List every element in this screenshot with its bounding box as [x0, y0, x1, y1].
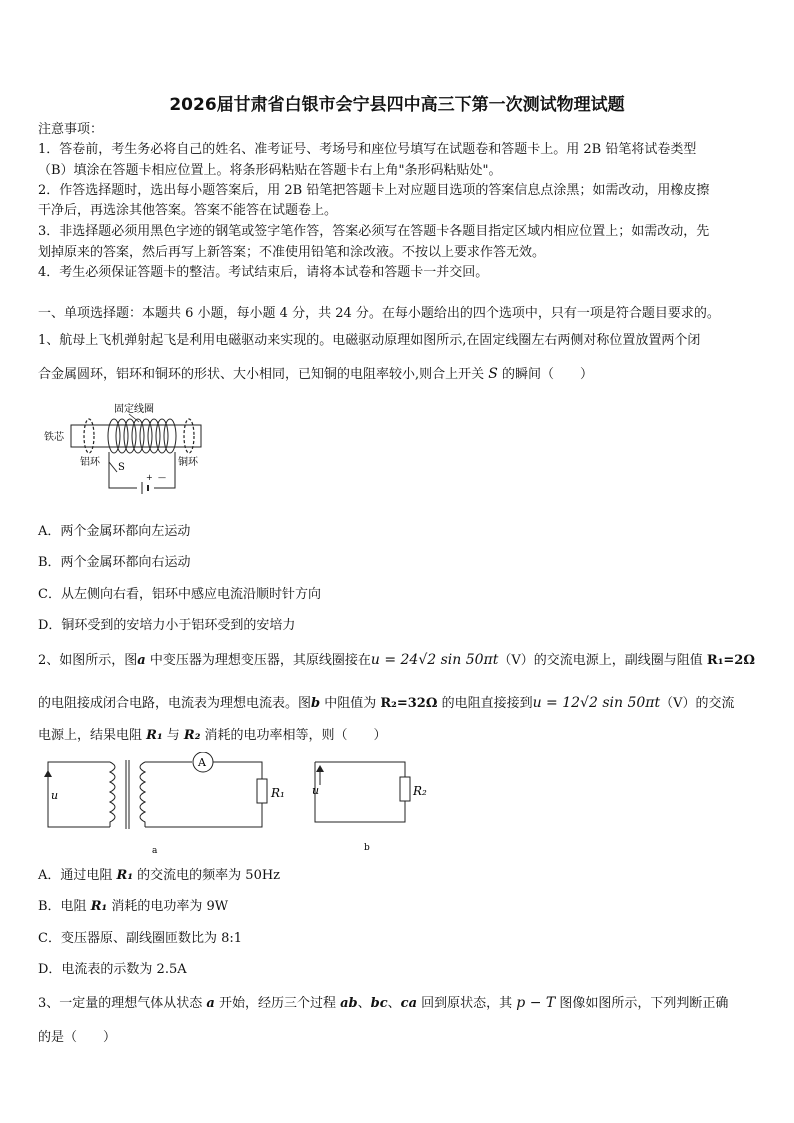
q2-text: 电源上，结果电阻 [38, 728, 147, 743]
q1-switch-symbol: S [488, 366, 498, 382]
q2-option-c-text: C．变压器原、副线圈匝数比为 8:1 [38, 931, 243, 946]
switch-blade [109, 462, 117, 472]
q2-text: （V）的交流 [660, 696, 735, 711]
q2-option-b[interactable] [38, 895, 228, 914]
fixed-coil [108, 419, 176, 453]
q2-text: 与 [162, 728, 184, 743]
coil-leader [129, 414, 139, 422]
q2-figure-ref: b [311, 696, 321, 711]
r2-label: R₂ [413, 784, 427, 798]
secondary-wire [213, 762, 262, 779]
secondary-wire [145, 803, 262, 827]
q2-figure-ref: a [137, 653, 146, 668]
q2-r1: R₁ [146, 728, 163, 743]
q1-figure [44, 400, 214, 500]
q2-stem-line3 [38, 728, 387, 744]
q3-process: ca [400, 996, 418, 1011]
q2-figure [40, 752, 440, 857]
secondary-coil [140, 762, 145, 827]
q2-text: 中阻值为 [320, 696, 381, 711]
q1-option-d[interactable]: D．铜环受到的安培力小于铝环受到的安培力 [38, 618, 296, 633]
q3-process: ab [340, 996, 358, 1011]
resistor-r2 [400, 777, 410, 801]
q3-process: bc [370, 996, 388, 1011]
q2-option-c[interactable] [38, 927, 242, 946]
section-heading: 一、单项选择题：本题共 6 小题，每小题 4 分，共 24 分。在每小题给出的四个选项中，只有一项是符合题目要求的。 [38, 306, 720, 321]
notice-line: （B）填涂在答题卡相应位置上。将条形码粘贴在答题卡右上角"条形码粘贴处"。 [38, 163, 502, 178]
q3-text: 开始，经历三个过程 [214, 996, 341, 1011]
q2-option-b-text: B．电阻 [38, 899, 91, 914]
q3-text: 回到原状态，其 [417, 996, 517, 1011]
core-label: 铁芯 [44, 432, 64, 443]
q3-text: 、 [357, 996, 371, 1011]
figure-b-caption: b [364, 843, 370, 853]
q2-option-d[interactable] [38, 958, 187, 977]
primary-coil [110, 762, 115, 827]
q3-text: 3、一定量的理想气体从状态 [38, 996, 207, 1011]
figure-a-caption: a [152, 846, 158, 856]
q1-option-c[interactable]: C．从左侧向右看，铝环中感应电流沿顺时针方向 [38, 587, 321, 602]
q3-pt-symbol: p − T [516, 995, 556, 1011]
battery-plus: + [146, 473, 153, 482]
q2-text: 中变压器为理想变压器，其原线圈接在 [145, 653, 371, 668]
q1-option-b[interactable]: B．两个金属环都向右运动 [38, 555, 191, 570]
circuit-wire-right [154, 452, 175, 488]
q3-state: a [206, 996, 215, 1011]
page-title: 2026届甘肃省白银市会宁县四中高三下第一次测试物理试题 [169, 95, 625, 115]
q3-text: 、 [387, 996, 401, 1011]
notice-line: 干净后，再选涂其他答案。答案不能答在试题卷上。 [38, 203, 338, 218]
copper-ring [184, 419, 194, 453]
aluminum-ring [84, 419, 94, 453]
notice-line: 1．答卷前，考生务必将自己的姓名、准考证号、考场号和座位号填写在试题卷和答题卡上。用 2B 铅笔将试卷类型 [38, 142, 697, 157]
notice-line: 划掉原来的答案，然后再写上新答案；不准使用铅笔和涂改液。不按以上要求作答无效。 [38, 245, 546, 260]
q2-option-b-symbol: R₁ [90, 899, 108, 914]
q2-r2-value: R₂=32Ω [380, 696, 438, 711]
battery-minus: — [158, 473, 166, 482]
q2-formula-2: u = 12√2 sin 50πt [532, 695, 661, 711]
notice-line: 4．考生必须保证答题卡的整洁。考试结束后，请将本试卷和答题卡一并交回。 [38, 265, 489, 280]
ammeter-label: A [198, 756, 206, 769]
q2-stem-line1 [38, 652, 755, 669]
q2-formula-1: u = 24√2 sin 50πt [370, 652, 499, 668]
r1-label: R₁ [271, 786, 285, 800]
circuit-b-wire [315, 762, 405, 777]
q3-stem-line2: 的是（ ） [38, 1030, 117, 1045]
coil-label: 固定线圈 [114, 404, 154, 415]
u-arrow-head [44, 770, 52, 777]
q2-r2: R₂ [183, 728, 201, 743]
resistor-r1 [257, 779, 267, 803]
q2-option-a-symbol: R₁ [116, 868, 134, 883]
q2-text: 的电阻接成闭合电路，电流表为理想电流表。图 [38, 696, 312, 711]
q3-stem-line1 [38, 995, 728, 1012]
q1-stem-line1: 1、航母上飞机弹射起飞是利用电磁驱动来实现的。电磁驱动原理如图所示,在固定线圈左右两侧对称位置放置两个闭 [38, 333, 701, 348]
notice-line: 2．作答选择题时，选出每小题答案后，用 2B 铅笔把答题卡上对应题目选项的答案信息点涂黑；如需改动，用橡皮擦 [38, 183, 710, 198]
cu-label: 铜环 [178, 457, 198, 468]
q2-text: 的电阻直接接到 [437, 696, 533, 711]
notice-heading: 注意事项： [38, 122, 104, 137]
q1-option-a[interactable]: A．两个金属环都向左运动 [38, 524, 191, 539]
circuit-b-wire [315, 762, 405, 822]
u-label-a: u [51, 789, 59, 802]
q2-r1-value: R₁=2Ω [706, 653, 755, 668]
q1-stem-tail: 的瞬间（ ） [497, 367, 593, 382]
q1-stem-line2 [38, 366, 593, 383]
q1-stem-text: 合金属圆环，铝环和铜环的形状、大小相同，已知铜的电阻率较小,则合上开关 [38, 367, 489, 382]
q2-option-d-text: D．电流表的示数为 2.5A [38, 962, 187, 977]
q3-text: 图像如图所示，下列判断正确 [555, 996, 729, 1011]
switch-label: S [118, 462, 125, 473]
q2-text: （V）的交流电源上，副线圈与阻值 [498, 653, 707, 668]
al-label: 铝环 [80, 457, 100, 468]
q2-option-a[interactable] [38, 864, 280, 883]
q2-text: 消耗的电功率相等，则（ ） [200, 728, 387, 743]
q2-option-a-text: A．通过电阻 [38, 868, 117, 883]
q2-stem-line2 [38, 695, 734, 712]
q2-option-b-text: 消耗的电功率为 9W [107, 899, 229, 914]
notice-line: 3．非选择题必须用黑色字迹的钢笔或签字笔作答，答案必须写在答题卡各题目指定区域内相应位置上；如需改动，先 [38, 224, 710, 239]
u-arrow-b-head [316, 765, 324, 772]
u-label-b: u [312, 784, 320, 797]
q2-option-a-text: 的交流电的频率为 50Hz [133, 868, 281, 883]
q2-text: 2、如图所示，图 [38, 653, 138, 668]
